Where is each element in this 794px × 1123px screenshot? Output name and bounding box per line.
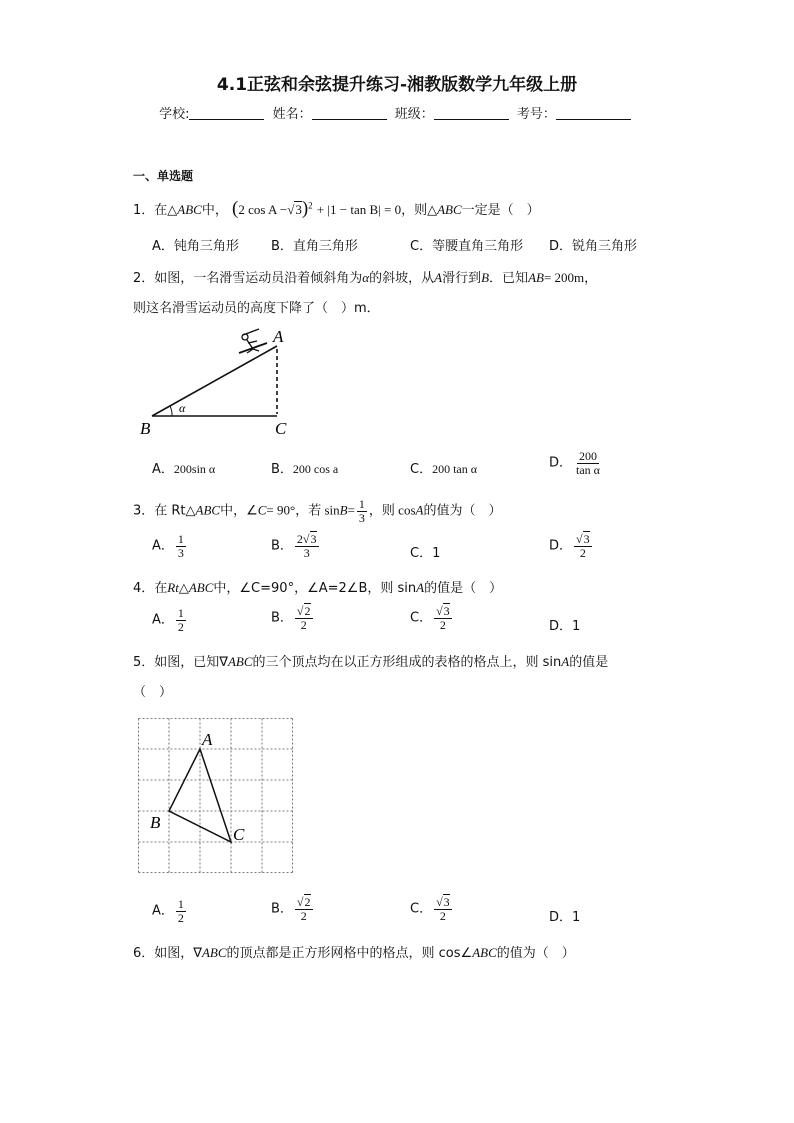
q5-option-a-fraction <box>176 898 186 924</box>
q3-text-a: 3．在 Rt△ <box>133 503 196 519</box>
q3-option-a-letter: A． <box>152 538 174 554</box>
q2-text-d: ．已知 <box>489 271 529 286</box>
q3-text-b: 中，∠ <box>220 503 258 519</box>
student-info-line <box>0 103 794 122</box>
q4-c-sqrt: √3 <box>436 604 450 618</box>
q4-a: A <box>416 580 425 595</box>
q3-text-c: = 90°，若 sin <box>266 502 340 518</box>
q3-frac-num: 1 <box>358 497 365 511</box>
q2-option-d[interactable] <box>549 450 604 476</box>
class-label: 班级： <box>394 107 434 122</box>
q3-a-num: 1 <box>177 532 184 546</box>
q4-option-a-fraction <box>176 607 186 633</box>
fig2-label-b: B <box>140 419 151 438</box>
q3-b-sqrt: √3 <box>302 532 317 546</box>
q1-abc: ABC <box>177 202 202 217</box>
question-6 <box>133 942 575 961</box>
q3-b: B <box>339 502 348 518</box>
q3-b-coef: 2 <box>296 532 303 546</box>
school-label: 学校: <box>159 107 190 122</box>
q2-option-b[interactable] <box>271 458 338 477</box>
q4-text-a: 4．在 <box>133 581 168 596</box>
q2-alpha: α <box>362 270 370 285</box>
q3-option-a[interactable] <box>152 533 188 559</box>
q2-option-a-letter: A． <box>152 462 174 477</box>
q3-option-b-letter: B． <box>271 538 293 554</box>
q1-expression-part-b: + |1 − tan B| = 0 <box>316 202 402 217</box>
name-blank <box>312 107 387 120</box>
q4-b-radicand: 2 <box>304 604 311 618</box>
q2-option-a[interactable] <box>152 458 215 477</box>
q3-text-f: 的值为（ ） <box>423 503 502 519</box>
q3-d-radicand: 3 <box>583 532 590 546</box>
q3-b-den: 3 <box>303 545 310 560</box>
q5-a: A <box>561 654 570 669</box>
q2-option-c[interactable] <box>410 458 477 477</box>
q2-option-c-letter: C． <box>410 462 433 477</box>
q1-option-b[interactable]: B．直角三角形 <box>271 239 358 254</box>
fig5-label-b: B <box>150 813 161 832</box>
q1-text-tail: ，则△ <box>401 203 438 218</box>
section-heading: 一、单选题 <box>133 169 194 183</box>
q1-sqrt3-radicand: 3 <box>295 202 302 217</box>
q4-option-a-letter: A． <box>152 612 174 628</box>
slope-figure <box>135 325 305 440</box>
q1-paren-open: ( <box>232 198 239 219</box>
q4-option-b-fraction <box>295 605 313 631</box>
q4-b-num <box>295 605 313 619</box>
question-5-line-2: （ ） <box>133 685 173 700</box>
q4-rt: Rt <box>167 580 179 595</box>
q4-option-c-fraction <box>434 605 452 631</box>
q1-abc-2: ABC <box>437 202 462 217</box>
q5-abc: ABC <box>227 654 253 669</box>
exam-number-blank <box>556 107 631 120</box>
q5-c-den: 2 <box>439 908 446 923</box>
fig2-label-alpha: α <box>179 401 186 415</box>
q1-paren-close: ) <box>301 198 309 219</box>
q1-triangle-symbol: △ <box>167 203 178 218</box>
q5-option-b-fraction <box>295 896 313 922</box>
q5-b-num <box>295 896 313 910</box>
q3-option-d-fraction <box>574 533 592 559</box>
q4-text-b: 中，∠C=90°，∠A=2∠B，则 sin <box>213 581 417 596</box>
q4-c-radicand: 3 <box>443 604 450 618</box>
q5-a-den: 2 <box>177 910 184 925</box>
q1-exponent: 2 <box>308 200 313 211</box>
q5-option-c-fraction <box>434 896 452 922</box>
question-4 <box>133 577 502 596</box>
q3-text-e: ，则 cos <box>368 502 416 518</box>
q5-b-sqrt: √2 <box>296 895 311 909</box>
q3-d-num <box>574 533 592 547</box>
q3-c: C <box>257 502 267 518</box>
q4-c-den: 2 <box>439 617 446 632</box>
q3-frac-den: 3 <box>358 510 365 525</box>
skier-icon <box>239 329 267 353</box>
q6-text-c: 的值为（ ） <box>496 946 575 961</box>
q3-option-b[interactable] <box>271 533 321 559</box>
q1-text: 1．在 <box>133 203 168 218</box>
page-title: 4.1正弦和余弦提升练习-湘教版数学九年级上册 <box>216 75 578 95</box>
q1-sqrt3: √3 <box>287 202 302 217</box>
q5-c-radicand: 3 <box>443 895 450 909</box>
q2-point-b: B <box>481 270 490 285</box>
question-1 <box>133 198 540 220</box>
q4-option-d[interactable]: D．1 <box>549 619 581 634</box>
q5-text-b: 的三个顶点均在以正方形组成的表格的格点上，则 sin <box>252 655 562 670</box>
q3-b-radicand: 3 <box>310 532 317 546</box>
q3-a: A <box>415 502 424 518</box>
name-label: 姓名： <box>272 107 312 122</box>
q4-b-den: 2 <box>300 617 307 632</box>
q5-option-a-letter: A． <box>152 903 174 919</box>
q4-option-c[interactable] <box>410 605 454 631</box>
q1-text-mid: 中， <box>201 203 228 218</box>
q5-text-c: 的值是 <box>569 655 609 670</box>
q2-option-b-letter: B． <box>271 462 293 477</box>
q3-a-den: 3 <box>177 545 184 560</box>
q3-option-a-fraction <box>176 533 186 559</box>
q4-option-a[interactable] <box>152 607 188 633</box>
q3-option-c[interactable]: C．1 <box>410 546 441 561</box>
q5-option-b[interactable] <box>271 896 315 922</box>
q1-option-c[interactable]: C．等腰直角三角形 <box>410 239 524 254</box>
q1-expression-part-a: 2 cos A − <box>238 202 288 217</box>
q3-b-num <box>295 533 319 547</box>
q5-option-d[interactable]: D．1 <box>549 910 581 925</box>
q5-c-num <box>434 896 452 910</box>
q2-text-a: 2．如图，一名滑雪运动员沿着倾斜角为 <box>133 271 363 286</box>
q2-option-d-letter: D． <box>549 455 573 471</box>
q5-c-sqrt: √3 <box>436 895 450 909</box>
question-2-line-2: 则这名滑雪运动员的高度下降了（ ）m． <box>133 301 380 316</box>
q3-option-d-letter: D． <box>549 538 573 554</box>
q4-a-den: 2 <box>177 619 184 634</box>
q2-option-d-fraction <box>574 450 602 476</box>
q1-text-end: 一定是（ ） <box>461 203 540 218</box>
q6-text-b: 的顶点都是正方形网格中的格点，则 cos∠ <box>226 946 473 961</box>
q6-abc: ABC <box>201 945 227 960</box>
q3-abc: ABC <box>195 502 221 518</box>
fig5-label-a: A <box>202 730 213 749</box>
q3-fraction <box>357 498 367 524</box>
angle-arc <box>170 406 172 416</box>
exam-number-label: 考号： <box>516 107 556 122</box>
q3-option-d[interactable] <box>549 533 594 559</box>
q6-text-a: 6．如图，∇ <box>133 946 202 961</box>
q4-triangle-symbol: △ <box>178 581 189 596</box>
q4-b-sqrt: √2 <box>296 604 311 618</box>
q1-option-d[interactable]: D．锐角三角形 <box>549 239 638 254</box>
q5-option-c-letter: C． <box>410 901 433 917</box>
q2-option-c-value: 200 tan α <box>432 462 478 476</box>
fig5-label-c: C <box>233 825 245 844</box>
question-3 <box>133 498 501 524</box>
q2-ab: AB <box>528 270 544 285</box>
q4-option-b-letter: B． <box>271 610 293 626</box>
q2-point-a: A <box>434 270 443 285</box>
q5-option-b-letter: B． <box>271 901 293 917</box>
q3-option-b-fraction <box>295 533 319 559</box>
q5-a-num: 1 <box>177 897 184 911</box>
q2-option-a-value: 200sin α <box>173 462 216 476</box>
question-2-line-1 <box>133 267 597 286</box>
q3-d-den: 2 <box>579 545 586 560</box>
q5-text-a: 5．如图，已知∇ <box>133 655 228 670</box>
fig2-label-c: C <box>275 419 287 438</box>
q5-option-a[interactable] <box>152 898 188 924</box>
grid-figure <box>138 718 298 876</box>
q5-option-c[interactable] <box>410 896 454 922</box>
q6-abc-2: ABC <box>472 945 497 960</box>
q5-b-den: 2 <box>300 908 307 923</box>
q3-text-d: = <box>347 502 355 518</box>
q4-option-c-letter: C． <box>410 610 433 626</box>
q5-b-radicand: 2 <box>304 895 311 909</box>
q2-option-b-value: 200 cos a <box>292 462 339 476</box>
q4-option-b[interactable] <box>271 605 315 631</box>
slope-hypotenuse <box>152 346 277 416</box>
class-blank <box>434 107 509 120</box>
q2-text-c: 滑行到 <box>442 271 482 286</box>
q2-d-numerator: 200 <box>578 449 597 463</box>
q4-a-num: 1 <box>177 606 184 620</box>
q2-text-b: 的斜坡，从 <box>369 271 435 286</box>
q2-d-denominator: tan α <box>576 462 600 477</box>
q4-abc: ABC <box>188 580 214 595</box>
fig2-label-a: A <box>273 327 284 346</box>
q4-text-c: 的值是（ ） <box>424 581 503 596</box>
q2-text-e: = 200m， <box>543 270 598 285</box>
q1-option-a[interactable]: A．钝角三角形 <box>152 239 239 254</box>
q3-d-sqrt: √3 <box>576 532 590 546</box>
school-blank <box>189 107 264 120</box>
q4-c-num <box>434 605 452 619</box>
question-5-line-1 <box>133 651 608 670</box>
